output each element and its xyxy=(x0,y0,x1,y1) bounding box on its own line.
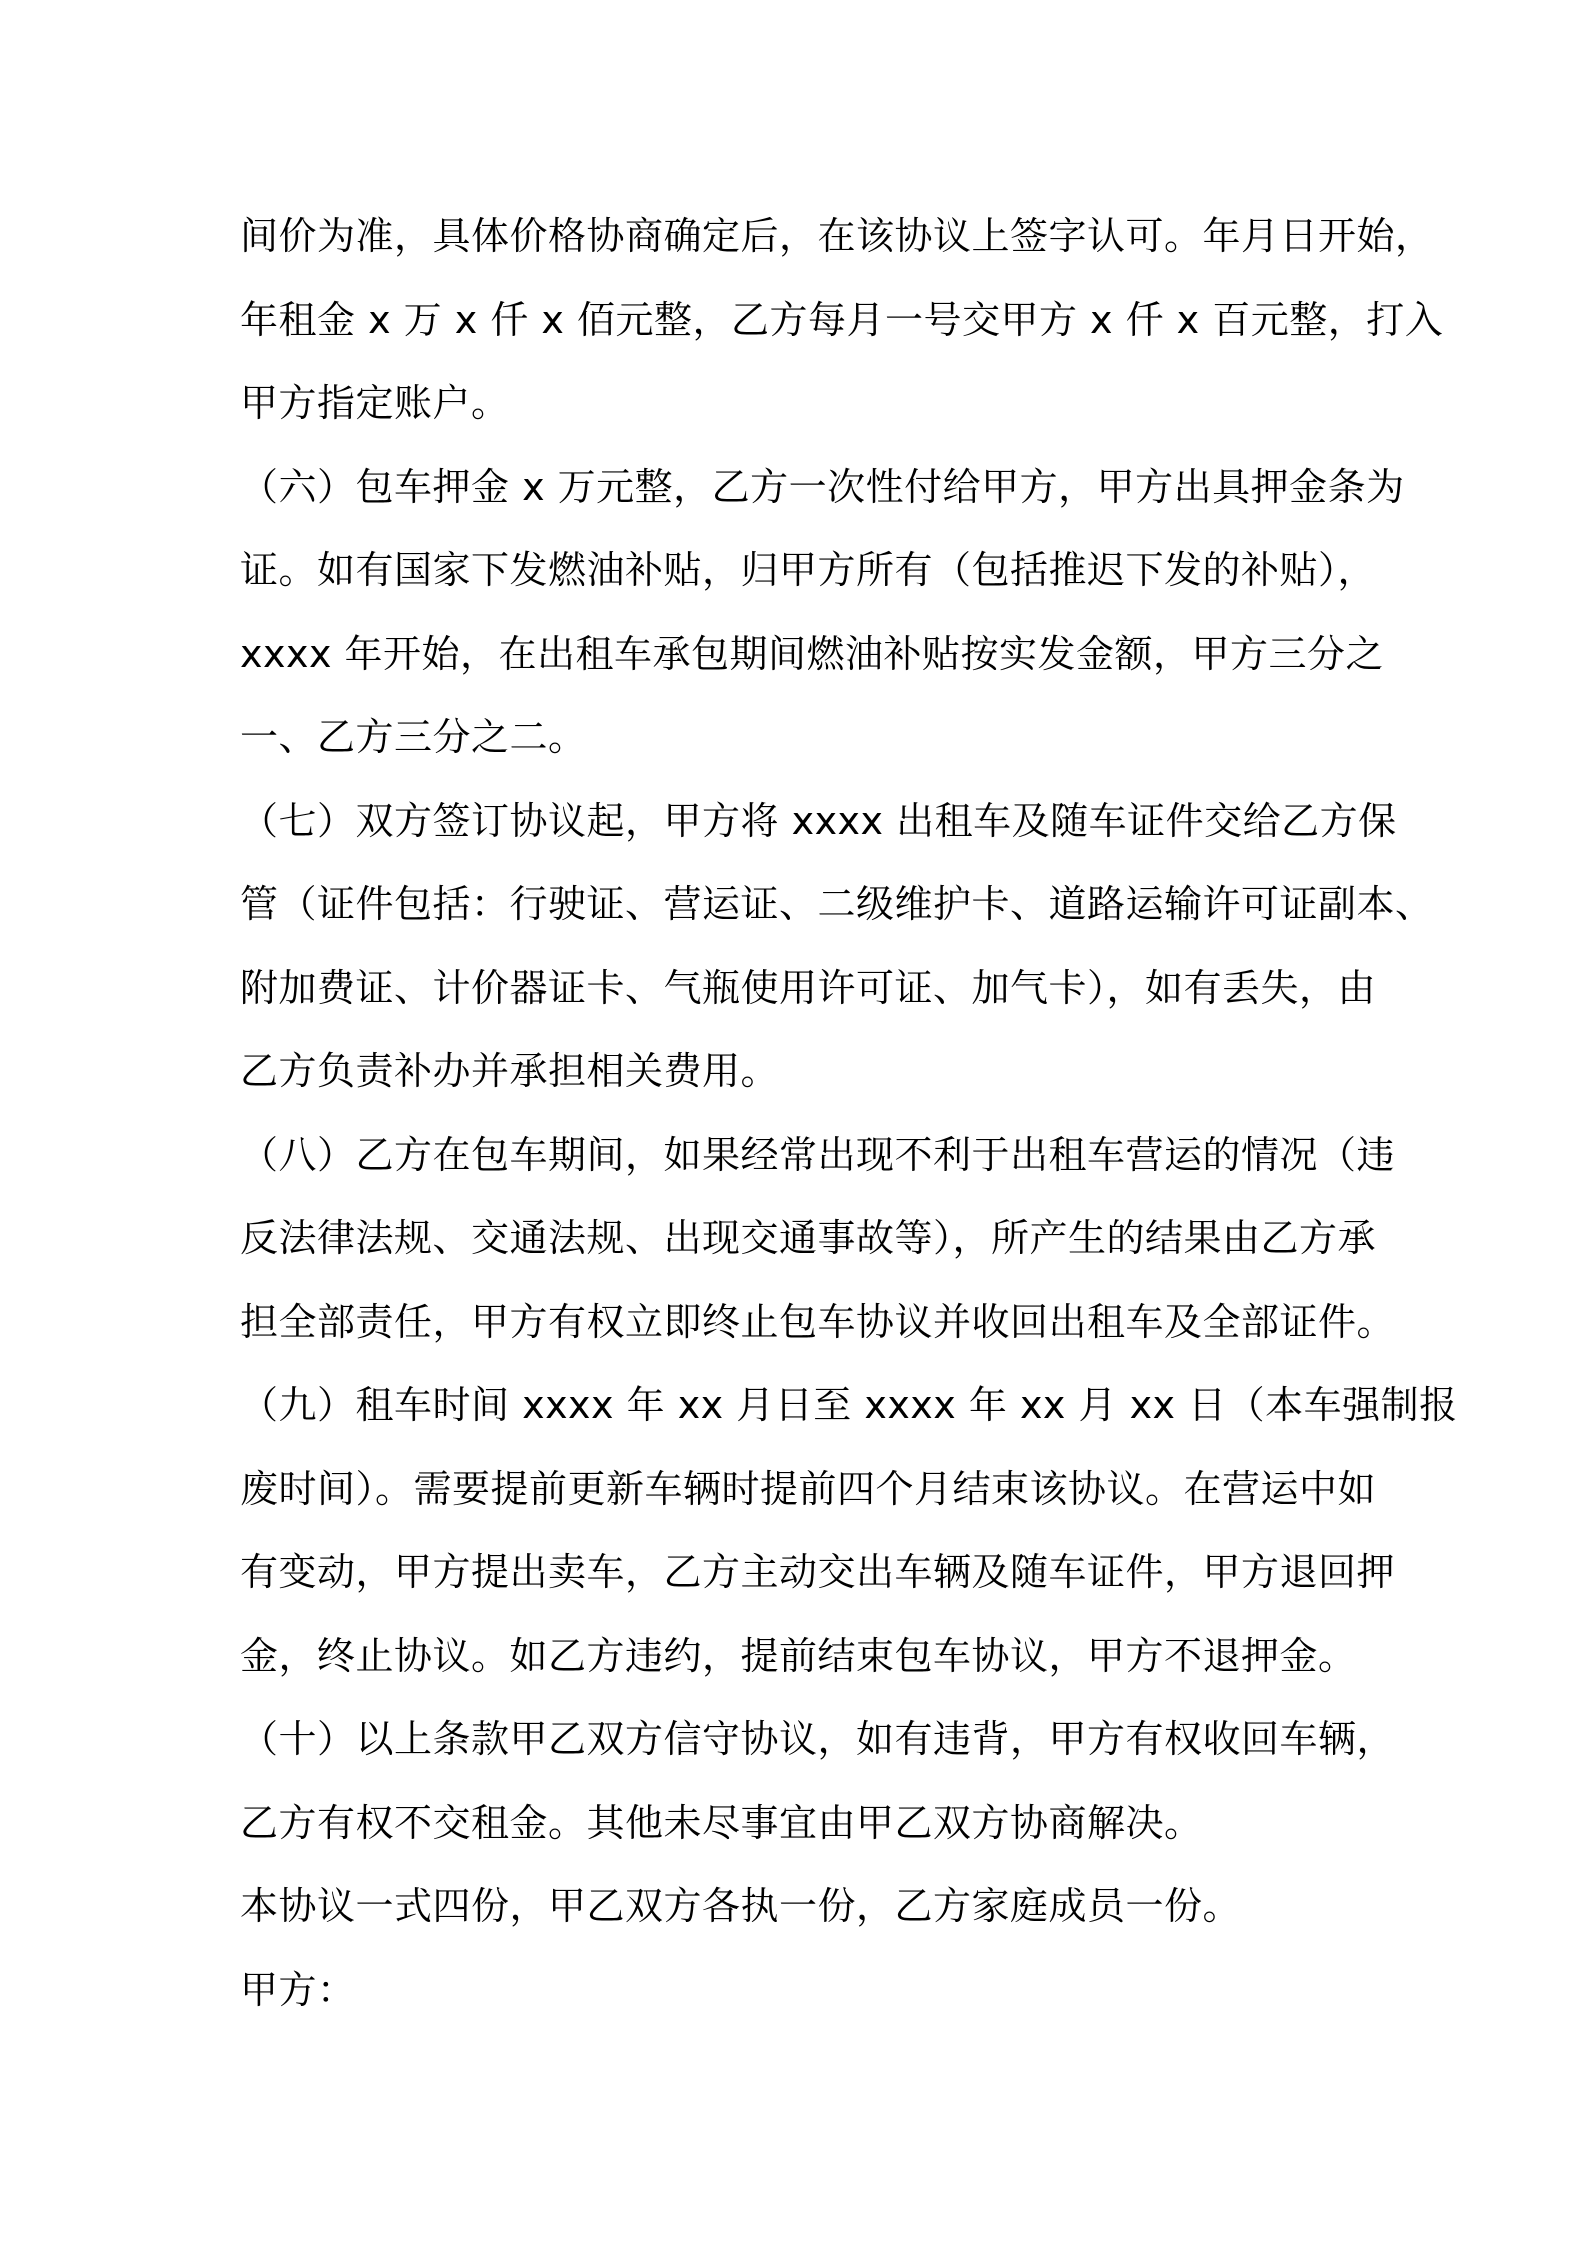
document-body xyxy=(240,195,1458,2032)
text-line: （八）乙方在包车期间，如果经常出现不利于出租车营运的情况（违 xyxy=(240,1132,1396,1177)
text-line: 一、乙方三分之二。 xyxy=(240,715,587,759)
text-line: 废时间）。需要提前更新车辆时提前四个月结束该协议。在营运中如 xyxy=(240,1466,1377,1511)
text-line: xxxx 年开始，在出租车承包期间燃油补贴按实发金额，甲方三分之 xyxy=(240,631,1385,676)
text-line: 间价为准，具体价格协商确定后，在该协议上签字认可。年月日开始， xyxy=(240,214,1434,258)
text-line: 附加费证、计价器证卡、气瓶使用许可证、加气卡），如有丢失，由 xyxy=(240,965,1377,1010)
text-line: 甲方指定账户。 xyxy=(240,381,510,425)
text-line: （七）双方签订协议起，甲方将 xxxx 出租车及随车证件交给乙方保 xyxy=(240,798,1397,843)
text-line: 反法律法规、交通法规、出现交通事故等），所产生的结果由乙方承 xyxy=(240,1216,1377,1260)
text-line: 证。如有国家下发燃油补贴，归甲方所有（包括推迟下发的补贴）， xyxy=(240,548,1377,592)
text-line: 有变动，甲方提出卖车，乙方主动交出车辆及随车证件，甲方退回押 xyxy=(240,1550,1396,1594)
text-line: 金，终止协议。如乙方违约，提前结束包车协议，甲方不退押金。 xyxy=(240,1633,1357,1678)
text-line: 年租金 x 万 x 仟 x 佰元整，乙方每月一号交甲方 x 仟 x 百元整，打入 xyxy=(240,297,1444,342)
text-line: 担全部责任，甲方有权立即终止包车协议并收回出租车及全部证件。 xyxy=(240,1299,1396,1344)
text-line: 本协议一式四份，甲乙双方各执一份，乙方家庭成员一份。 xyxy=(240,1884,1242,1928)
text-line: （六）包车押金 x 万元整，乙方一次性付给甲方，甲方出具押金条为 xyxy=(240,464,1405,509)
text-line: 乙方负责补办并承担相关费用。 xyxy=(240,1049,780,1093)
text-line: 乙方有权不交租金。其他未尽事宜由甲乙双方协商解决。 xyxy=(240,1800,1203,1845)
signature-label-party-a: 甲方： xyxy=(240,1967,356,2012)
text-line: （九）租车时间 xxxx 年 xx 月日至 xxxx 年 xx 月 xx 日（本车强制报 xyxy=(240,1383,1458,1427)
text-line: （十）以上条款甲乙双方信守协议，如有违背，甲方有权收回车辆， xyxy=(240,1717,1396,1761)
text-line: 管（证件包括：行驶证、营运证、二级维护卡、道路运输许可证副本、 xyxy=(240,882,1434,926)
